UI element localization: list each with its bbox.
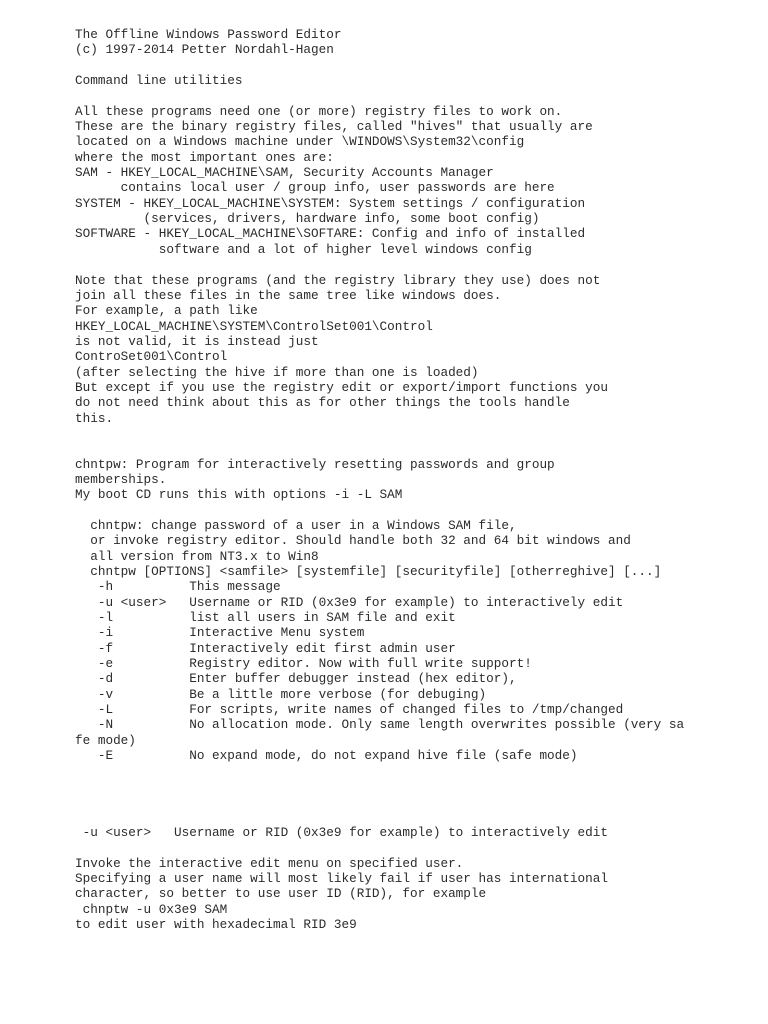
text-line [75, 764, 684, 779]
text-line [75, 794, 684, 809]
text-line: -u <user> Username or RID (0x3e9 for example) to interactively edit [75, 594, 624, 610]
text-line: join all these files in the same tree like windows does. [75, 287, 502, 303]
text-line [75, 58, 684, 73]
text-line: is not valid, it is instead just [75, 333, 319, 349]
text-line: Note that these programs (and the registry library they use) does not [75, 272, 601, 288]
text-line [75, 810, 684, 825]
text-line [75, 779, 684, 794]
document-text [75, 27, 684, 932]
text-line: But except if you use the registry edit or export/import functions you [75, 379, 608, 395]
text-line: contains local user / group info, user passwords are here [75, 180, 555, 196]
text-line: For example, a path like [75, 303, 258, 319]
text-line: character, so better to use user ID (RID), for example [75, 886, 487, 902]
text-line: All these programs need one (or more) registry files to work on. [75, 103, 563, 119]
text-line: memberships. [75, 471, 167, 487]
text-line: -u <user> Username or RID (0x3e9 for example) to interactively edit [75, 824, 608, 840]
text-line: These are the binary registry files, called "hives" that usually are [75, 119, 593, 135]
text-line: (services, drivers, hardware info, some boot config) [75, 211, 540, 227]
text-line: -v Be a little more verbose (for debuging) [75, 686, 487, 702]
text-line: ControSet001\Control [75, 349, 228, 365]
text-line: -i Interactive Menu system [75, 625, 365, 641]
text-line: to edit user with hexadecimal RID 3e9 [75, 916, 357, 932]
text-line: chntpw: Program for interactively resetting passwords and group [75, 456, 555, 472]
text-line: located on a Windows machine under \WINDOWS\System32\config [75, 134, 525, 150]
text-line: do not need think about this as for other things the tools handle [75, 395, 570, 411]
text-line: HKEY_LOCAL_MACHINE\SYSTEM\ControlSet001\Control [75, 318, 433, 334]
text-line: Invoke the interactive edit menu on specified user. [75, 855, 464, 871]
text-line: where the most important ones are: [75, 149, 334, 165]
text-line: -N No allocation mode. Only same length overwrites possible (very sa [75, 717, 685, 733]
text-line [75, 426, 684, 441]
text-line: SAM - HKEY_LOCAL_MACHINE\SAM, Security Accounts Manager [75, 165, 494, 181]
text-line [75, 257, 684, 272]
text-line: chnptw -u 0x3e9 SAM [75, 901, 228, 917]
text-line: chntpw [OPTIONS] <samfile> [systemfile] [securityfile] [otherreghive] [...] [75, 564, 662, 580]
text-line [75, 88, 684, 103]
text-line: -e Registry editor. Now with full write support! [75, 656, 532, 672]
text-line: The Offline Windows Password Editor [75, 27, 342, 42]
text-line [75, 503, 684, 518]
text-line [75, 840, 684, 855]
text-line: (after selecting the hive if more than one is loaded) [75, 364, 479, 380]
text-line: software and a lot of higher level windows config [75, 241, 532, 257]
text-line: -d Enter buffer debugger instead (hex editor), [75, 671, 517, 687]
text-line: SOFTWARE - HKEY_LOCAL_MACHINE\SOFTARE: Config and info of installed [75, 226, 586, 242]
text-line: chntpw: change password of a user in a Windows SAM file, [75, 518, 517, 533]
text-line: (c) 1997-2014 Petter Nordahl-Hagen [75, 42, 334, 58]
text-line [75, 441, 684, 456]
text-line: all version from NT3.x to Win8 [75, 548, 319, 564]
text-line: SYSTEM - HKEY_LOCAL_MACHINE\SYSTEM: System settings / configuration [75, 195, 586, 211]
text-line: Command line utilities [75, 73, 243, 89]
text-line: or invoke registry editor. Should handle both 32 and 64 bit windows and [75, 533, 631, 549]
text-line: -E No expand mode, do not expand hive file (safe mode) [75, 748, 578, 764]
text-line: My boot CD runs this with options -i -L SAM [75, 487, 403, 503]
text-line: fe mode) [75, 732, 136, 748]
text-line: -l list all users in SAM file and exit [75, 610, 456, 626]
text-line: this. [75, 410, 114, 426]
text-line: Specifying a user name will most likely fail if user has international [75, 870, 608, 886]
text-line: -f Interactively edit first admin user [75, 640, 456, 656]
text-line: -h This message [75, 579, 281, 595]
text-line: -L For scripts, write names of changed files to /tmp/changed [75, 702, 624, 718]
